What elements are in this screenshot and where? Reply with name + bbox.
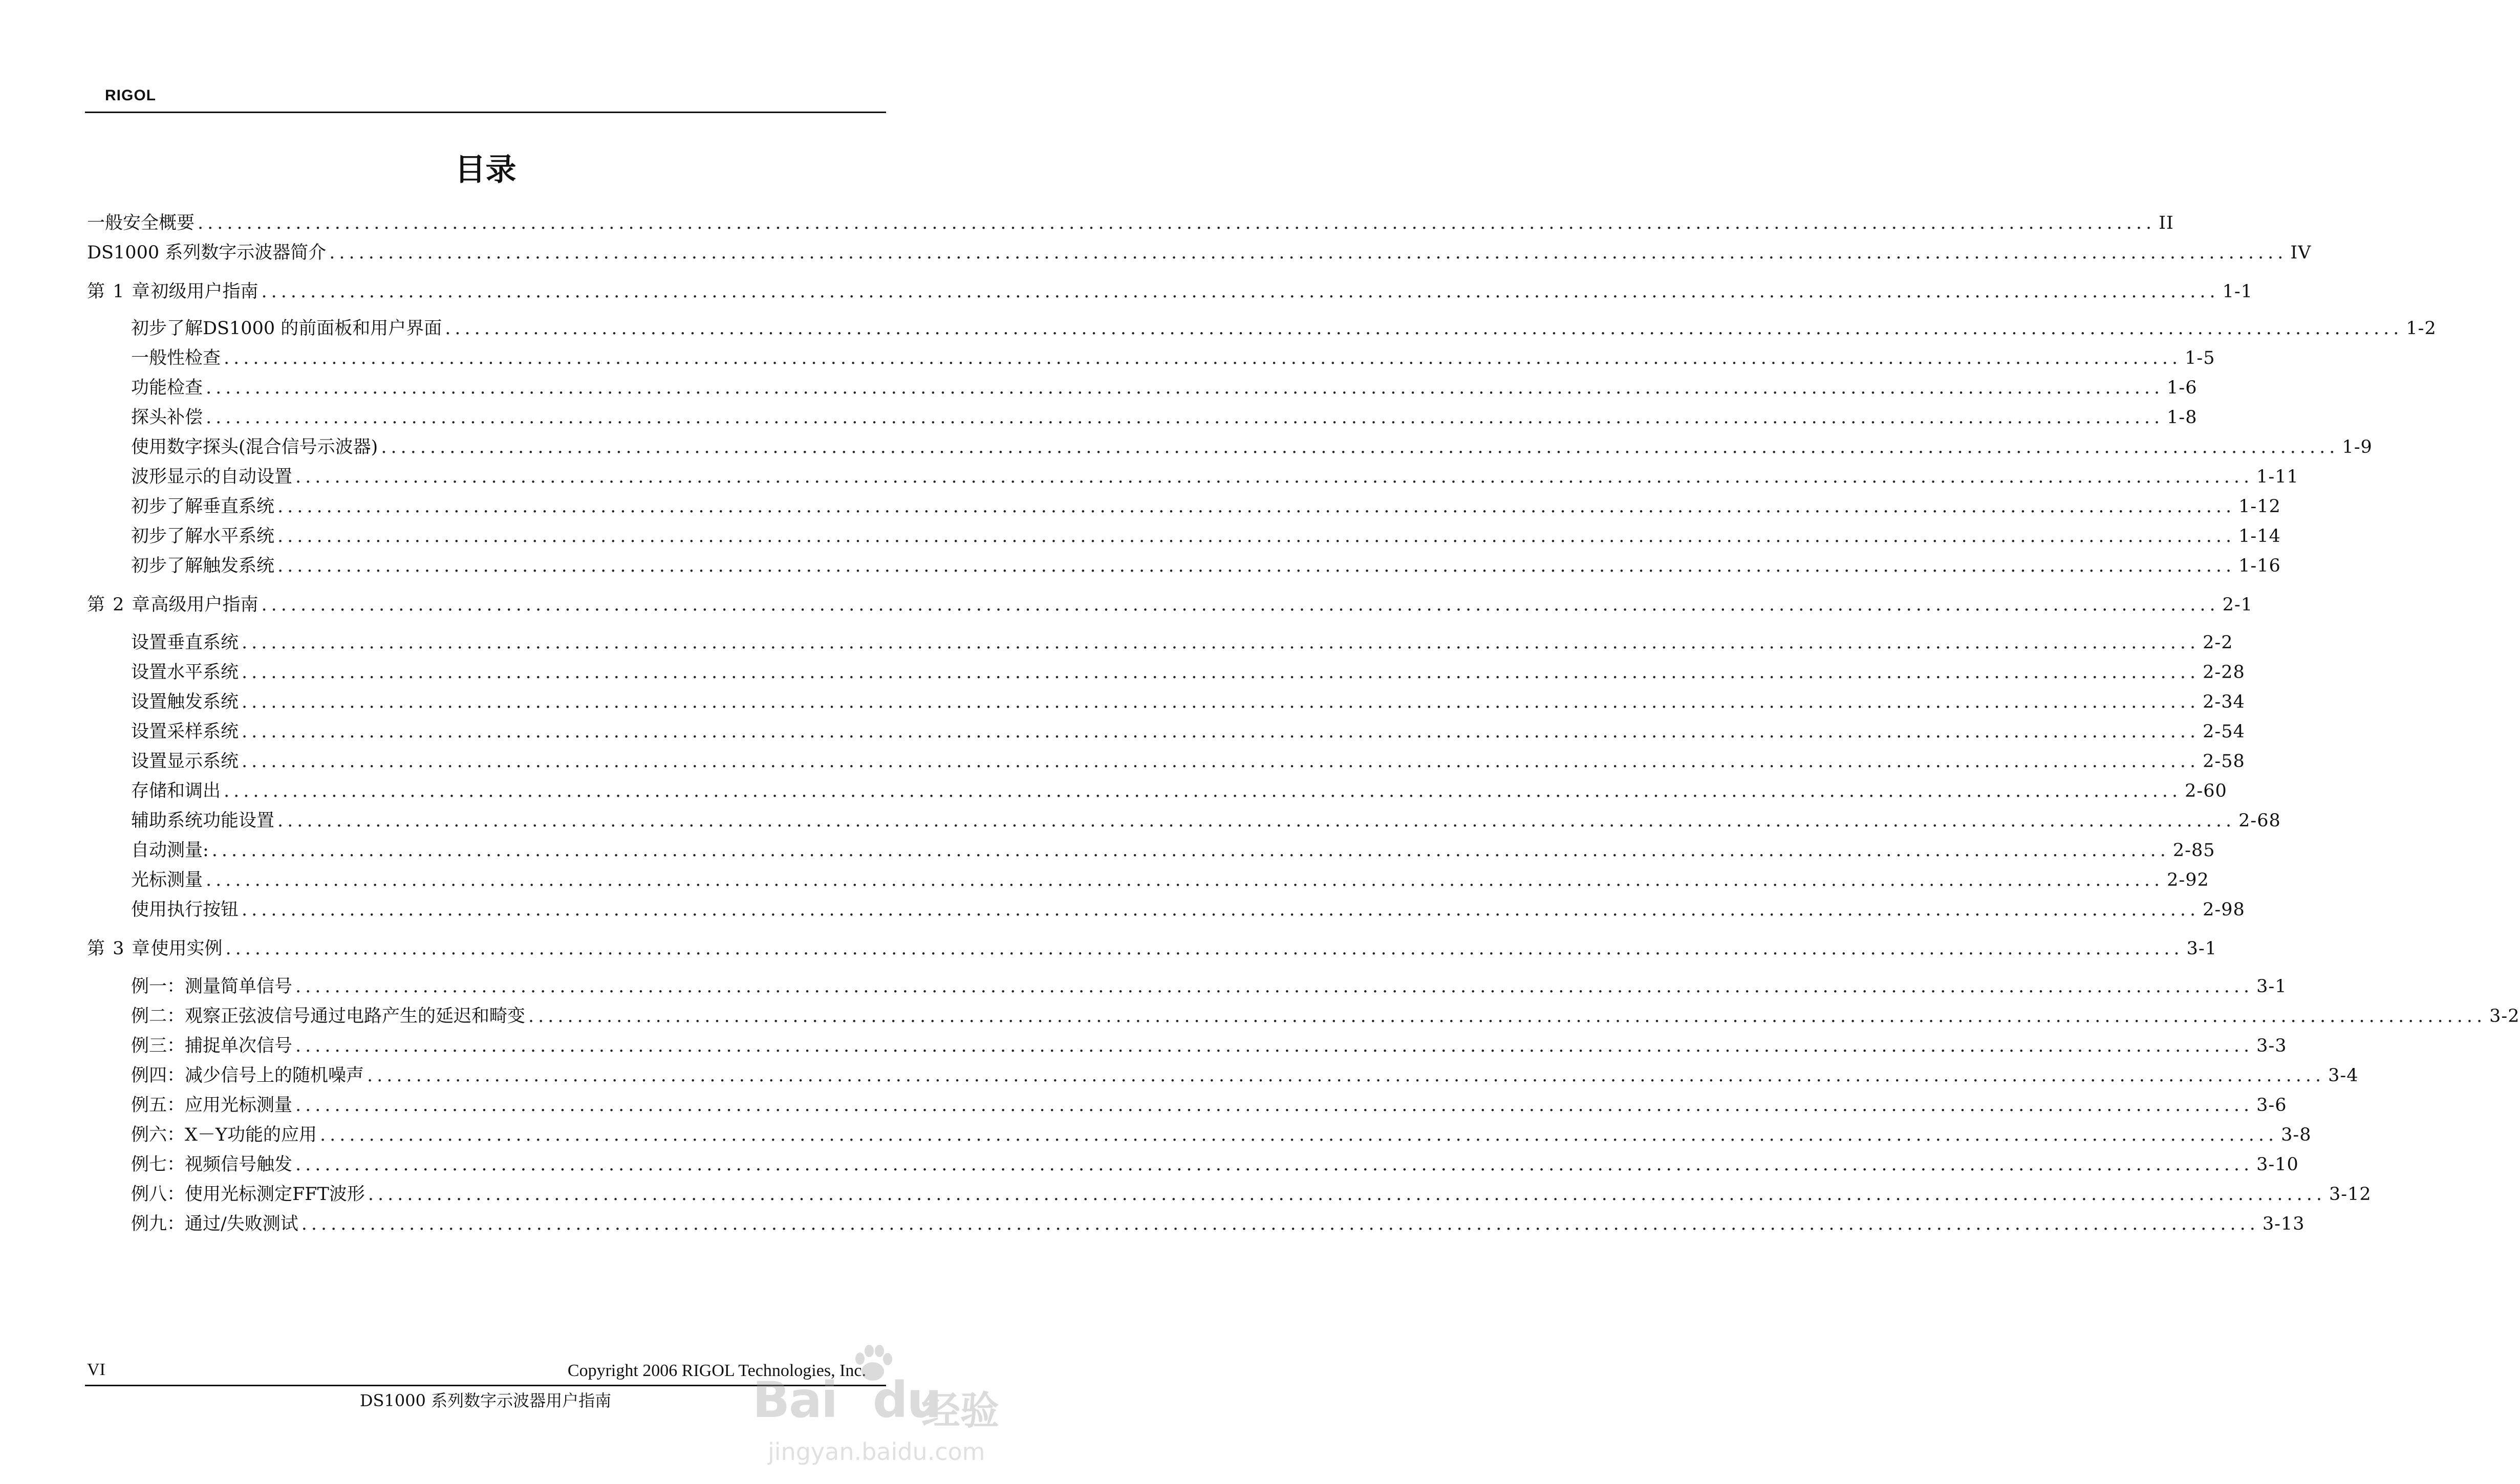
- toc-entry-page: 3-4: [2328, 1065, 2359, 1086]
- toc-entry-label: 例六：X－Y功能的应用: [131, 1125, 317, 1145]
- toc-entry-page: II: [2159, 213, 2174, 233]
- toc-entry-label: 探头补偿: [131, 407, 203, 428]
- toc-entry-label: 一般安全概要: [87, 213, 195, 233]
- toc-leader-dots: ........................................................................................................................................................................................................: [295, 1036, 2254, 1056]
- toc-leader-dots: ........................................................................................................................................................................................................: [301, 1214, 2259, 1234]
- toc-entry-sub[interactable]: [131, 974, 2287, 999]
- toc-leader-dots: ........................................................................................................................................................................................................: [445, 318, 2403, 339]
- toc-entry-label: 设置触发系统: [131, 692, 239, 712]
- toc-entry-page: 3-6: [2256, 1095, 2287, 1116]
- toc-entry-page: 1-16: [2238, 556, 2281, 576]
- toc-entry-sub[interactable]: [131, 660, 2245, 685]
- toc-entry-sub[interactable]: [131, 405, 2198, 430]
- toc-entry-page: 2-58: [2203, 751, 2245, 772]
- toc-entry-sub[interactable]: [131, 1063, 2359, 1088]
- toc-entry-sub[interactable]: [131, 554, 2281, 578]
- watermark-brand: Bai du: [752, 1371, 941, 1429]
- toc-leader-dots: ........................................................................................................................................................................................................: [206, 407, 2164, 428]
- baidu-jingyan-watermark: [752, 1341, 1019, 1474]
- toc-entry-page: IV: [2290, 243, 2312, 263]
- footer-document-title: DS1000 系列数字示波器用户指南: [359, 1391, 612, 1410]
- toc-leader-dots: ........................................................................................................................................................................................................: [368, 1184, 2327, 1205]
- toc-entry-label: 使用执行按钮: [131, 900, 239, 920]
- toc-entry-page: 2-54: [2203, 722, 2245, 742]
- toc-leader-dots: ........................................................................................................................................................................................................: [206, 870, 2164, 890]
- toc-entry-label: 初步了解垂直系统: [131, 496, 275, 517]
- toc-entry-page: 2-68: [2238, 811, 2281, 831]
- toc-entry-label: 初步了解DS1000 的前面板和用户界面: [131, 318, 442, 339]
- footer-copyright: Copyright 2006 RIGOL Technologies, Inc.: [567, 1361, 866, 1380]
- toc-entry-label: 功能检查: [131, 378, 203, 398]
- toc-entry-page: 2-34: [2203, 692, 2245, 712]
- toc-entry-label: 设置采样系统: [131, 722, 239, 742]
- toc-entry-label: 使用实例: [150, 939, 223, 959]
- toc-entry-label: DS1000 系列数字示波器简介: [87, 243, 327, 263]
- toc-entry-page: 1-8: [2167, 407, 2198, 428]
- toc-leader-dots: ........................................................................................................................................................................................................: [242, 692, 2200, 712]
- toc-entry-sub[interactable]: [131, 779, 2227, 803]
- toc-entry-sub[interactable]: [131, 1212, 2305, 1236]
- toc-leader-dots: ........................................................................................................................................................................................................: [225, 939, 2184, 959]
- toc-leader-dots: ........................................................................................................................................................................................................: [295, 976, 2254, 997]
- toc-entry-top[interactable]: [87, 936, 2217, 961]
- toc-leader-dots: ........................................................................................................................................................................................................: [295, 1095, 2254, 1116]
- toc-entry-label: 一般性检查: [131, 348, 221, 368]
- toc-chapter-number: 第 1 章: [87, 281, 151, 302]
- toc-leader-dots: ........................................................................................................................................................................................................: [242, 900, 2200, 920]
- toc-entry-page: 3-1: [2256, 976, 2287, 997]
- toc-entry-sub[interactable]: [131, 465, 2299, 489]
- toc-entry-label: 设置垂直系统: [131, 632, 239, 653]
- toc-entry-page: 3-2: [2489, 1006, 2520, 1027]
- toc-entry-sub[interactable]: [131, 494, 2281, 519]
- toc-entry-sub[interactable]: [131, 1182, 2372, 1207]
- toc-entry-label: 自动测量:: [131, 840, 209, 861]
- toc-entry-page: 2-98: [2203, 900, 2245, 920]
- toc-entry-label: 设置水平系统: [131, 662, 239, 683]
- toc-entry-label: 设置显示系统: [131, 751, 239, 772]
- toc-entry-sub[interactable]: [131, 316, 2437, 341]
- footer-page-number: VI: [87, 1360, 105, 1379]
- toc-entry-sub[interactable]: [131, 1123, 2312, 1147]
- toc-leader-dots: ........................................................................................................................................................................................................: [528, 1006, 2487, 1027]
- watermark-label: 经验: [921, 1388, 999, 1433]
- toc-entry-label: 例二：观察正弦波信号通过电路产生的延迟和畸变: [131, 1006, 526, 1027]
- toc-entry-page: 2-2: [2203, 632, 2233, 653]
- toc-entry-page: 3-1: [2186, 939, 2217, 959]
- toc-leader-dots: ........................................................................................................................................................................................................: [277, 496, 2236, 517]
- toc-leader-dots: ........................................................................................................................................................................................................: [261, 595, 2220, 615]
- toc-entry-page: 1-1: [2222, 281, 2253, 302]
- toc-entry-sub[interactable]: [131, 376, 2198, 400]
- toc-entry-label: 例三：捕捉单次信号: [131, 1036, 293, 1056]
- toc-leader-dots: ........................................................................................................................................................................................................: [277, 556, 2236, 576]
- toc-chapter-number: 第 2 章: [87, 595, 151, 615]
- toc-leader-dots: ........................................................................................................................................................................................................: [198, 213, 2156, 233]
- header-brand: RIGOL: [105, 87, 156, 104]
- toc-entry-sub[interactable]: [131, 838, 2215, 863]
- toc-entry-label: 例九：通过/失败测试: [131, 1214, 298, 1234]
- toc-leader-dots: ........................................................................................................................................................................................................: [242, 751, 2200, 772]
- toc-entry-label: 例四：减少信号上的随机噪声: [131, 1065, 364, 1086]
- toc-entry-page: 1-9: [2342, 437, 2373, 457]
- toc-entry-sub[interactable]: [131, 346, 2215, 370]
- toc-leader-dots: ........................................................................................................................................................................................................: [329, 243, 2288, 263]
- toc-entry-label: 例八：使用光标测定FFT波形: [131, 1184, 365, 1205]
- page-title: 目录: [455, 152, 516, 188]
- toc-leader-dots: ........................................................................................................................................................................................................: [242, 722, 2200, 742]
- toc-leader-dots: ........................................................................................................................................................................................................: [381, 437, 2339, 457]
- toc-leader-dots: ........................................................................................................................................................................................................: [295, 1154, 2254, 1175]
- toc-leader-dots: ........................................................................................................................................................................................................: [367, 1065, 2325, 1086]
- toc-entry-page: 3-10: [2256, 1154, 2299, 1175]
- toc-entry-page: 3-8: [2281, 1125, 2312, 1145]
- toc-leader-dots: ........................................................................................................................................................................................................: [211, 840, 2170, 861]
- toc-entry-sub[interactable]: [131, 719, 2245, 744]
- toc-entry-page: 2-85: [2172, 840, 2215, 861]
- toc-entry-label: 初级用户指南: [150, 281, 259, 302]
- toc-entry-sub[interactable]: [131, 898, 2245, 922]
- toc-entry-page: 3-13: [2262, 1214, 2305, 1234]
- toc-leader-dots: ........................................................................................................................................................................................................: [261, 281, 2220, 302]
- toc-leader-dots: ........................................................................................................................................................................................................: [224, 781, 2182, 801]
- toc-entry-label: 存储和调出: [131, 781, 221, 801]
- toc-entry-page: 1-2: [2406, 318, 2437, 339]
- toc-entry-sub[interactable]: [131, 630, 2233, 655]
- toc-leader-dots: ........................................................................................................................................................................................................: [242, 662, 2200, 683]
- toc-entry-sub[interactable]: [131, 524, 2281, 549]
- toc-entry-top[interactable]: [87, 279, 2253, 304]
- toc-leader-dots: ........................................................................................................................................................................................................: [320, 1125, 2278, 1145]
- toc-entry-page: 1-6: [2167, 378, 2198, 398]
- toc-chapter-number: 第 3 章: [87, 939, 151, 959]
- toc-entry-label: 初步了解水平系统: [131, 526, 275, 547]
- toc-entry-page: 1-5: [2185, 348, 2215, 368]
- toc-entry-page: 3-12: [2329, 1184, 2372, 1205]
- toc-entry-label: 例五：应用光标测量: [131, 1095, 293, 1116]
- toc-entry-sub[interactable]: [131, 1034, 2287, 1058]
- toc-entry-page: 1-11: [2256, 467, 2299, 487]
- toc-entry-label: 波形显示的自动设置: [131, 467, 293, 487]
- toc-entry-label: 光标测量: [131, 870, 203, 890]
- toc-entry-top[interactable]: [87, 241, 2312, 265]
- toc-entry-page: 2-92: [2167, 870, 2209, 890]
- toc-entry-label: 使用数字探头(混合信号示波器): [131, 437, 378, 457]
- toc-leader-dots: ........................................................................................................................................................................................................: [224, 348, 2182, 368]
- toc-entry-page: 2-28: [2203, 662, 2245, 683]
- toc-entry-page: 3-3: [2256, 1036, 2287, 1056]
- toc-entry-page: 2-60: [2185, 781, 2227, 801]
- toc-entry-label: 例一：测量简单信号: [131, 976, 293, 997]
- toc-entry-sub[interactable]: [131, 1004, 2520, 1029]
- toc-entry-sub[interactable]: [131, 868, 2209, 892]
- toc-leader-dots: ........................................................................................................................................................................................................: [206, 378, 2164, 398]
- toc-leader-dots: ........................................................................................................................................................................................................: [277, 526, 2236, 547]
- toc-entry-page: 2-1: [2222, 595, 2253, 615]
- toc-leader-dots: ........................................................................................................................................................................................................: [295, 467, 2254, 487]
- toc-entry-label: 例七：视频信号触发: [131, 1154, 293, 1175]
- toc-entry-sub[interactable]: [131, 690, 2245, 714]
- toc-entry-top[interactable]: [87, 593, 2253, 617]
- toc-entry-label: 辅助系统功能设置: [131, 811, 275, 831]
- toc-entry-page: 1-12: [2238, 496, 2281, 517]
- toc-entry-label: 初步了解触发系统: [131, 556, 275, 576]
- toc-entry-sub[interactable]: [131, 1152, 2299, 1177]
- toc-leader-dots: ........................................................................................................................................................................................................: [277, 811, 2236, 831]
- toc-entry-label: 高级用户指南: [150, 595, 259, 615]
- toc-entry-sub[interactable]: [131, 435, 2373, 460]
- toc-entry-top[interactable]: [87, 211, 2174, 235]
- toc-entry-sub[interactable]: [131, 809, 2281, 833]
- toc-leader-dots: ........................................................................................................................................................................................................: [242, 632, 2200, 653]
- watermark-domain: jingyan.baidu.com: [768, 1438, 985, 1466]
- toc-entry-page: 1-14: [2238, 526, 2281, 547]
- toc-entry-sub[interactable]: [131, 749, 2245, 774]
- toc-entry-sub[interactable]: [131, 1093, 2287, 1118]
